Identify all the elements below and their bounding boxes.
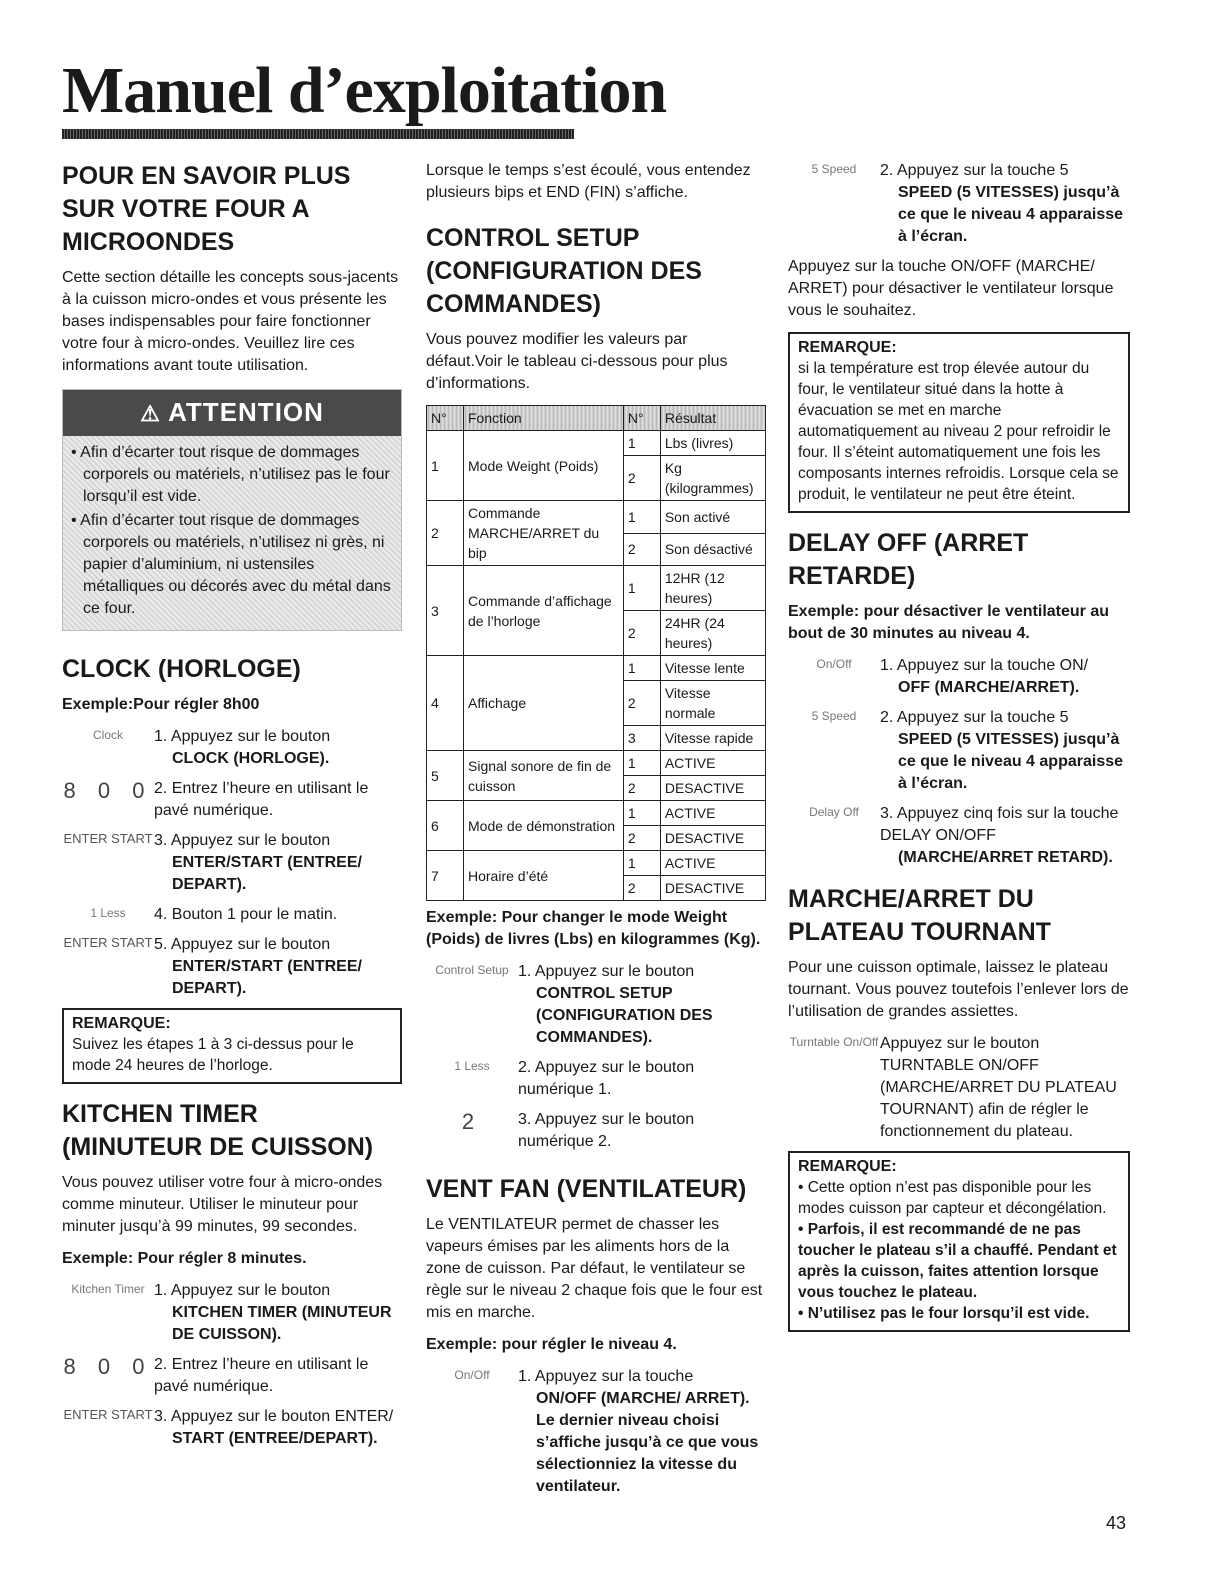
clock-step [62,778,402,822]
digit-2-key-icon: 2 [461,1109,483,1134]
clock-step [62,934,402,1000]
control-steps [426,961,766,1153]
delay-step [788,655,1130,699]
table-cell-result: Son activé [660,501,765,534]
table-cell-function: Mode Weight (Poids) [464,431,624,501]
control-table [426,405,766,901]
table-cell-result: Vitesse rapide [660,726,765,751]
turntable-key-icon: Turntable On/Off [789,1035,879,1049]
step-text: 2. Appuyez sur la touche 5 [880,709,1069,726]
step-text: 3. Appuyez sur le bouton ENTER/ [154,1408,394,1425]
timer-step [62,1280,402,1346]
step-text: 3. Appuyez sur le bouton [154,832,331,849]
attention-box [62,389,402,631]
step-text: 1. Appuyez sur le bouton [154,728,331,745]
table-cell-function: Signal sonore de fin de cuisson [464,751,624,801]
table-cell-result: 24HR (24 heures) [660,611,765,656]
step-text: 3. Appuyez sur le bouton numérique 2. [518,1111,695,1150]
table-cell-result: Kg (kilogrammes) [660,456,765,501]
column-2 [426,160,766,1506]
page-number: 43 [1105,1513,1126,1533]
table-header: Résultat [660,406,765,431]
delay-off-key-icon: Delay Off [809,805,859,819]
table-cell-option: 1 [623,801,660,826]
table-row [427,501,766,534]
attention-body [63,436,401,630]
table-cell-result: DESACTIVE [660,826,765,851]
speed-key-icon: 5 Speed [811,709,857,723]
delay-steps [788,655,1130,869]
clock-steps [62,726,402,1000]
table-cell-result: DESACTIVE [660,776,765,801]
timer-steps [62,1280,402,1450]
table-cell-option: 1 [623,566,660,611]
clock-key-icon: Clock [92,728,123,742]
timer-step [62,1406,402,1450]
table-cell-option: 3 [623,726,660,751]
step-bold: START (ENTREE/DEPART). [172,1430,378,1447]
delay-heading: DELAY OFF (ARRET RETARDE) [788,529,1029,590]
step-text: 2. Appuyez sur le bouton numérique 1. [518,1059,695,1098]
table-cell-option: 2 [623,611,660,656]
control-example: Exemple: Pour changer le mode Weight (Poids) de livres (Lbs) en kilogrammes (Kg). [426,909,761,948]
step-text: 1. Appuyez sur le bouton [518,963,695,980]
intro-heading: POUR EN SAVOIR PLUS SUR VOTRE FOUR A MICROONDES [62,162,351,256]
table-cell-option: 2 [623,533,660,566]
delay-example: Exemple: pour désactiver le ventilateur au bout de 30 minutes au niveau 4. [788,603,1110,642]
page-title: Manuel d’exploitation [62,54,667,127]
on-off-key-icon: On/Off [454,1368,490,1382]
step-bold: ENTER/START (ENTREE/ DEPART). [172,958,362,997]
table-cell-number: 7 [427,851,464,901]
control-step [426,1057,766,1101]
enter-start-key-icon: ENTER START [63,935,153,950]
table-row [427,801,766,826]
table-row [427,566,766,611]
column-1 [62,160,402,1458]
table-cell-number: 1 [427,431,464,501]
turntable-step [788,1033,1130,1143]
step-text: 2. Entrez l’heure en utilisant le pavé numérique. [154,780,369,819]
table-header-row [427,406,766,431]
table-cell-result: ACTIVE [660,801,765,826]
control-heading: CONTROL SETUP (CONFIGURATION DES COMMANDES) [426,224,702,318]
table-cell-option: 2 [623,776,660,801]
table-cell-option: 1 [623,656,660,681]
end-text: Lorsque le temps s’est écoulé, vous entendez plusieurs bips et END (FIN) s’affiche. [426,162,751,201]
table-cell-option: 1 [623,501,660,534]
note-item: • N’utilisez pas le four lorsqu’il est vide. [798,1303,1120,1324]
attention-header [63,390,401,436]
clock-step [62,726,402,770]
step-bold: ON/OFF (MARCHE/ ARRET). Le dernier niveau choisi s’affiche jusqu’à ce que vous sélectionniez la vitesse du ventilateur. [536,1390,759,1495]
note-list [798,1177,1120,1324]
timer-text: Vous pouvez utiliser votre four à micro-ondes comme minuteur. Utiliser le minuteur pour minuter jusqu’à 99 minutes, 99 secondes. [62,1174,383,1235]
kitchen-timer-key-icon: Kitchen Timer [71,1282,145,1296]
step-text: 3. Appuyez cinq fois sur la touche DELAY ON/OFF [880,805,1119,844]
table-header: N° [623,406,660,431]
step-text: 4. Bouton 1 pour le matin. [154,906,338,923]
table-cell-number: 3 [427,566,464,656]
table-cell-function: Commande d’affichage de l’horloge [464,566,624,656]
table-header: N° [427,406,464,431]
speed-step [788,160,1130,248]
table-cell-option: 1 [623,431,660,456]
vent-note [788,332,1130,513]
vent-step [426,1366,766,1498]
vent-text: Le VENTILATEUR permet de chasser les vapeurs émises par les aliments hors de la zone de cuisson. Par défaut, le ventilateur se règle sur le niveau 2 chaque fois que le four est mis en marche. [426,1216,763,1321]
table-cell-function: Commande MARCHE/ARRET du bip [464,501,624,566]
step-bold: CONTROL SETUP (CONFIGURATION DES COMMANDES). [536,985,713,1046]
clock-note [62,1008,402,1084]
table-cell-result: DESACTIVE [660,876,765,901]
table-cell-result: ACTIVE [660,851,765,876]
timer-heading: KITCHEN TIMER (MINUTEUR DE CUISSON) [62,1100,374,1161]
control-step [426,961,766,1049]
attention-title: ATTENTION [168,397,324,427]
step-bold: ENTER/START (ENTREE/ DEPART). [172,854,362,893]
table-cell-number: 5 [427,751,464,801]
clock-step [62,904,402,926]
timer-step [62,1354,402,1398]
attention-item: • Afin d’écarter tout risque de dommages corporels ou matériels, n’utilisez pas le four lorsqu’il est vide. [71,444,390,505]
step-text: 2. Appuyez sur la touche 5 [880,162,1069,179]
table-cell-option: 1 [623,751,660,776]
step-text: 5. Appuyez sur le bouton [154,936,331,953]
step-bold: OFF (MARCHE/ARRET). [898,679,1080,696]
enter-start-key-icon: ENTER START [63,1407,153,1422]
note-title: REMARQUE: [798,1158,897,1175]
warning-icon: ⚠ [140,401,161,426]
table-cell-result: Vitesse lente [660,656,765,681]
vent-heading: VENT FAN (VENTILATEUR) [426,1175,747,1203]
note-title: REMARQUE: [72,1015,171,1032]
table-cell-result: 12HR (12 heures) [660,566,765,611]
step-bold: KITCHEN TIMER (MINUTEUR DE CUISSON). [172,1304,392,1343]
step-text: 1. Appuyez sur le bouton [154,1282,331,1299]
on-off-key-icon: On/Off [816,657,852,671]
step-text: 1. Appuyez sur la touche ON/ [880,657,1089,674]
table-cell-result: Lbs (livres) [660,431,765,456]
table-cell-number: 2 [427,501,464,566]
turntable-heading: MARCHE/ARRET DU PLATEAU TOURNANT [788,885,1051,946]
control-step [426,1109,766,1153]
step-bold: SPEED (5 VITESSES) jusqu’à ce que le niveau 4 apparaisse à l’écran. [898,731,1124,792]
table-cell-option: 2 [623,456,660,501]
table-cell-number: 6 [427,801,464,851]
table-cell-option: 1 [623,851,660,876]
vent-example: Exemple: pour régler le niveau 4. [426,1336,677,1353]
step-bold: (MARCHE/ARRET RETARD). [898,849,1113,866]
clock-heading: CLOCK (HORLOGE) [62,655,301,683]
step-text: 2. Entrez l’heure en utilisant le pavé numérique. [154,1356,369,1395]
table-cell-option: 2 [623,681,660,726]
table-row [427,656,766,681]
table-cell-function: Affichage [464,656,624,751]
table-row [427,851,766,876]
digit-1-key-icon: 1 Less [90,906,126,920]
table-cell-number: 4 [427,656,464,751]
timer-example: Exemple: Pour régler 8 minutes. [62,1250,307,1267]
table-row [427,431,766,456]
table-cell-result: ACTIVE [660,751,765,776]
note-item: • Parfois, il est recommandé de ne pas toucher le plateau s’il a chauffé. Pendant et après la cuisson, faites attention lorsque vous touchez le plateau. [798,1219,1120,1303]
note-text: Suivez les étapes 1 à 3 ci-dessus pour le mode 24 heures de l’horloge. [72,1036,354,1074]
vent-steps [426,1366,766,1498]
turntable-note [788,1151,1130,1332]
table-cell-result: Vitesse normale [660,681,765,726]
delay-step [788,707,1130,795]
step-text: Appuyez sur le bouton TURNTABLE ON/OFF (MARCHE/ARRET DU PLATEAU TOURNANT) afin de régler le fonctionnement du plateau. [880,1035,1117,1140]
table-row [427,751,766,776]
turntable-text: Pour une cuisson optimale, laissez le plateau tournant. Vous pouvez toutefois l’enlever lors de l’utilisation de grandes assiettes. [788,959,1129,1020]
table-cell-option: 2 [623,826,660,851]
delay-step [788,803,1130,869]
enter-start-key-icon: ENTER START [63,831,153,846]
onoff-text: Appuyez sur la touche ON/OFF (MARCHE/ ARRET) pour désactiver le ventilateur lorsque vous le souhaitez. [788,258,1114,319]
speed-key-icon: 5 Speed [811,162,857,176]
control-text: Vous pouvez modifier les valeurs par défaut.Voir le tableau ci-dessous pour plus d’informations. [426,331,728,392]
step-bold: SPEED (5 VITESSES) jusqu’à ce que le niveau 4 apparaisse à l’écran. [898,184,1124,245]
clock-example: Exemple:Pour régler 8h00 [62,696,260,713]
column-3 [788,160,1130,1346]
clock-step [62,830,402,896]
title-rule [62,129,574,139]
keypad-digits-icon: 8 0 0 [63,778,153,803]
digit-1-key-icon: 1 Less [454,1059,490,1073]
table-cell-result: Son désactivé [660,533,765,566]
table-cell-option: 2 [623,876,660,901]
note-title: REMARQUE: [798,339,897,356]
note-item: • Cette option n’est pas disponible pour les modes cuisson par capteur et décongélation. [798,1177,1120,1219]
keypad-digits-icon: 8 0 0 [63,1354,153,1379]
intro-text: Cette section détaille les concepts sous-jacents à la cuisson micro-ondes et vous présente les bases indispensables pour faire fonctionner votre four à micro-ondes. Veuillez lire ces informations avant toute utilisation. [62,269,399,374]
step-text: 1. Appuyez sur la touche [518,1368,694,1385]
table-body [427,431,766,901]
control-setup-key-icon: Control Setup [435,963,509,977]
table-cell-function: Mode de démonstration [464,801,624,851]
attention-item: • Afin d’écarter tout risque de dommages corporels ou matériels, n’utilisez ni grès, ni papier d’aluminium, ni ustensiles métalliques ou décorés avec du métal dans ce four. [71,512,391,617]
step-bold: CLOCK (HORLOGE). [172,750,330,767]
note-text: si la température est trop élevée autour du four, le ventilateur situé dans la hotte à évacuation se met en marche automatiquement au niveau 2 pour refroidir le four. Il s’éteint automatiquement une fois les composants internes refroidis. Lorsque cela se produit, le ventilateur ne peut être éteint. [798,360,1119,503]
table-cell-function: Horaire d’été [464,851,624,901]
table-header: Fonction [464,406,624,431]
